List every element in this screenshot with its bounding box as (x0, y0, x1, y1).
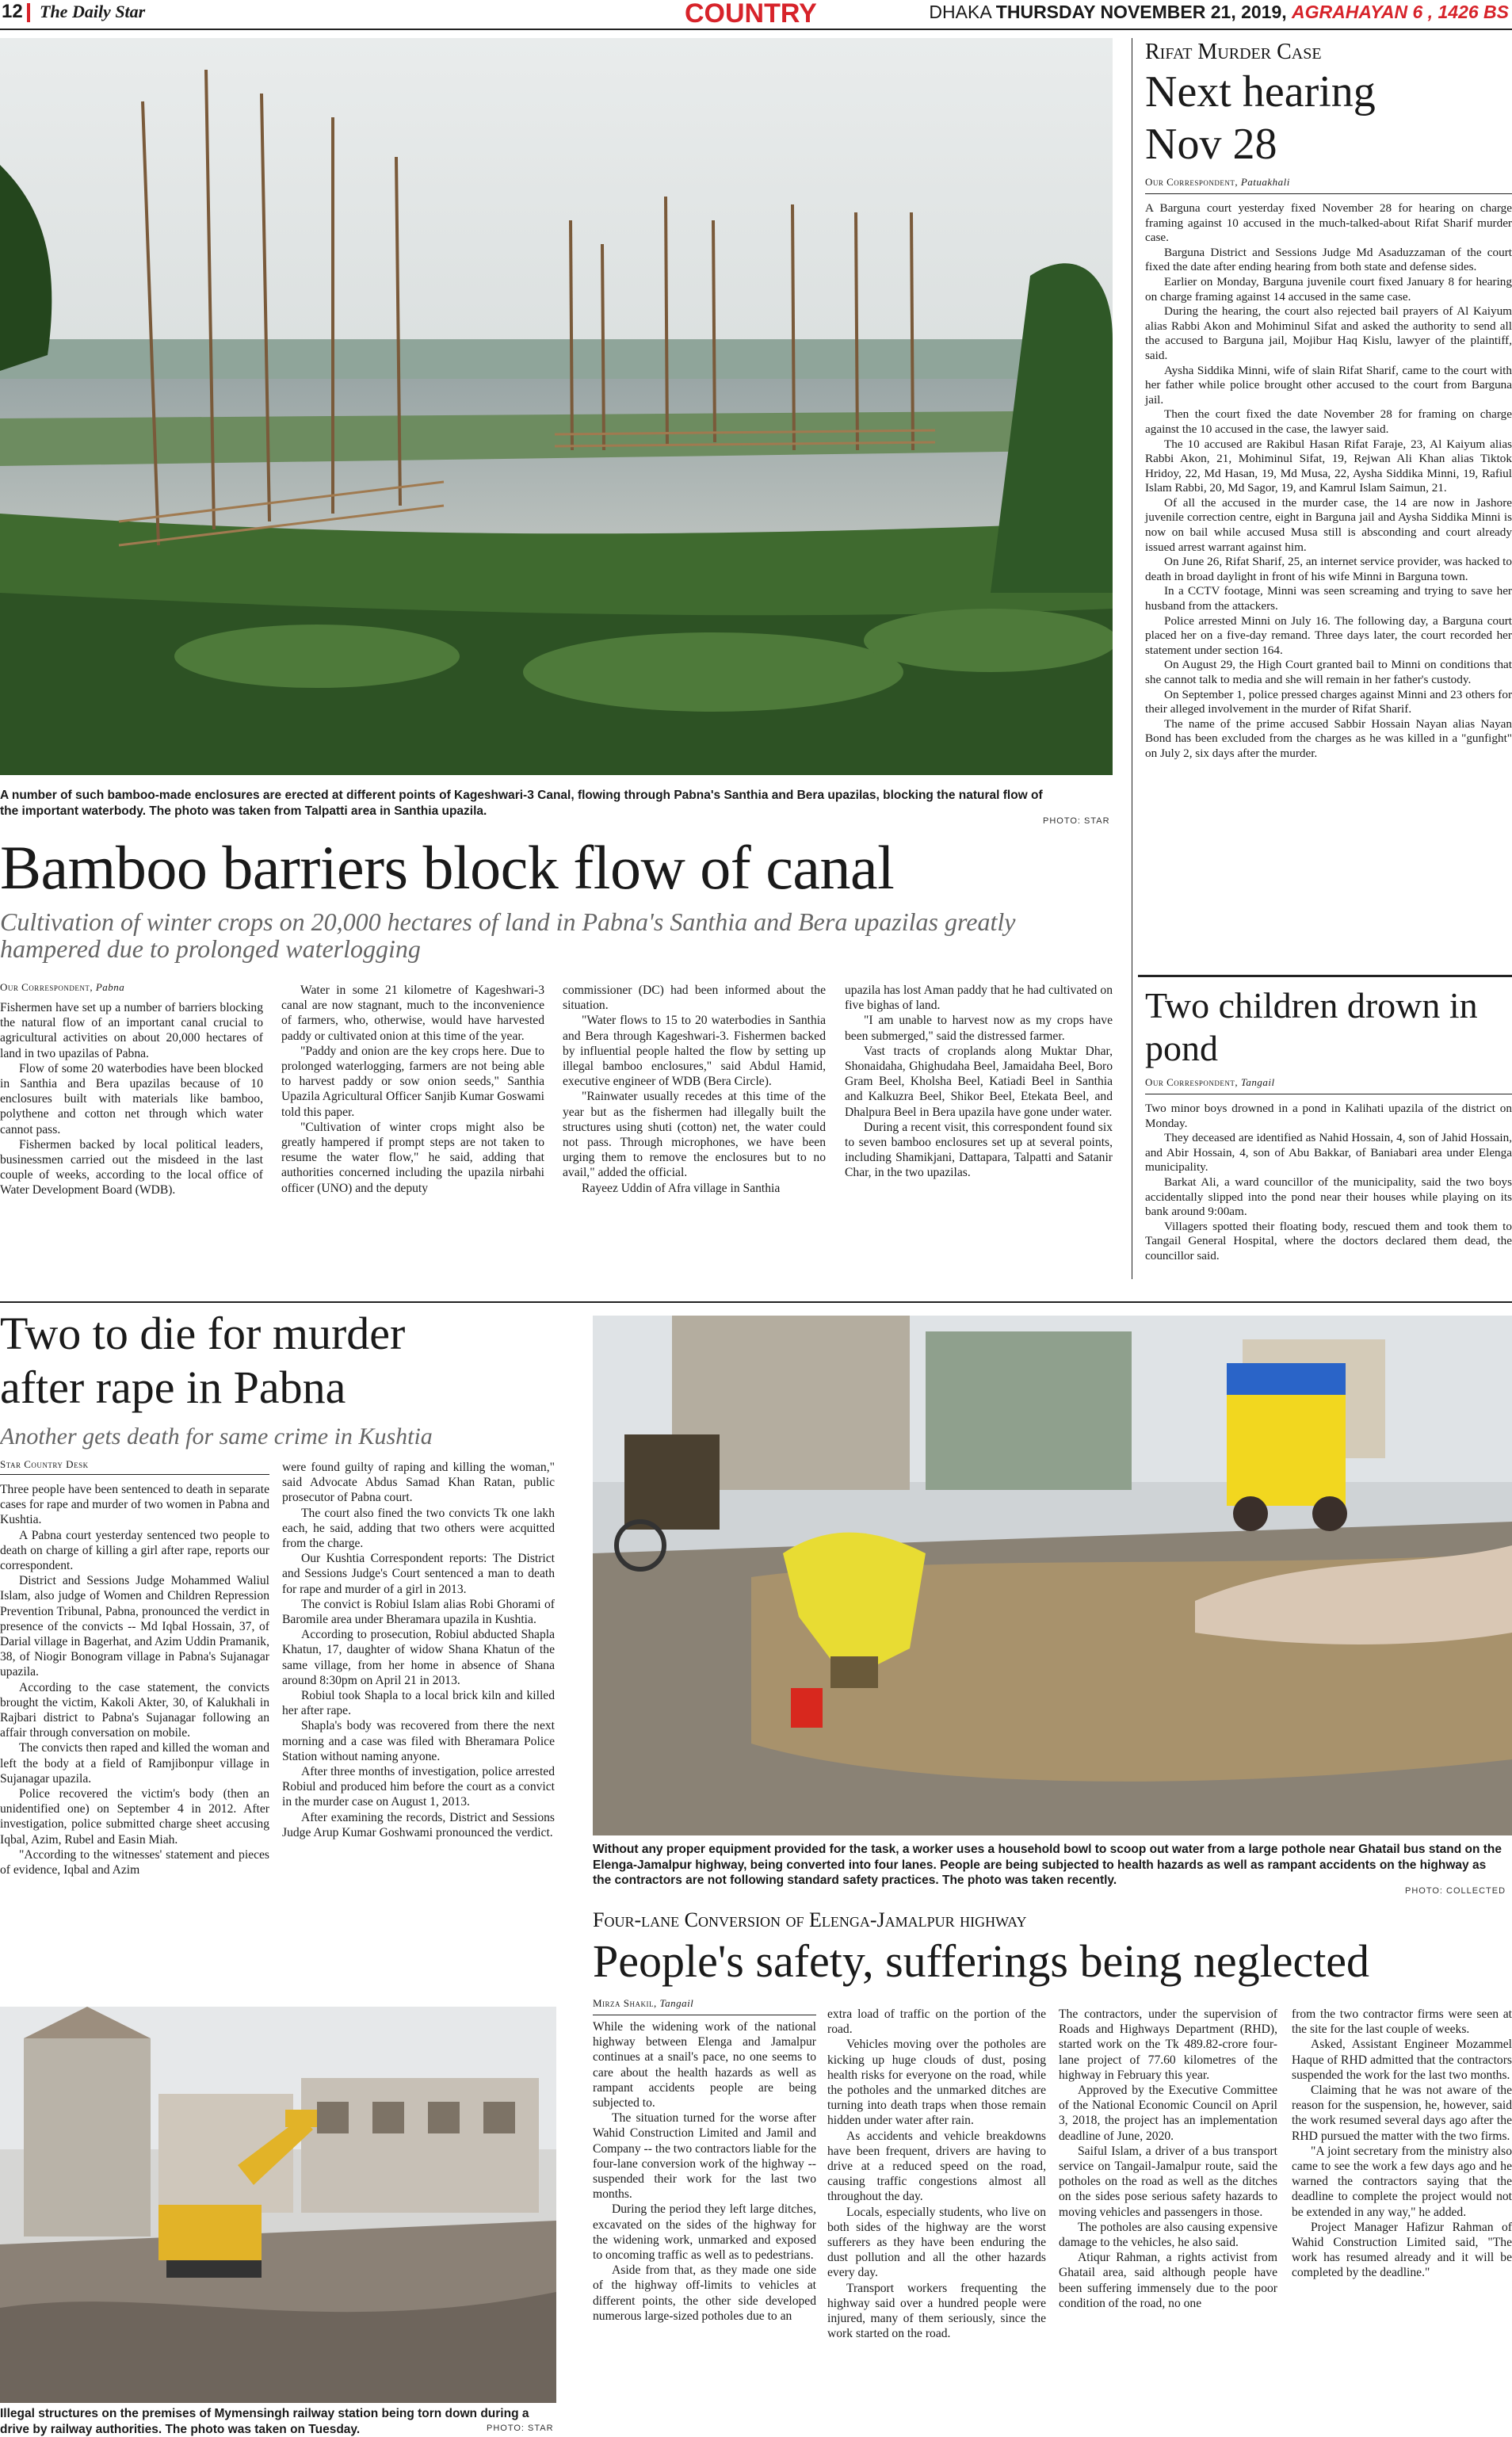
rifat-byline-name: Our Correspondent, (1145, 176, 1239, 188)
paragraph: While the widening work of the national highway between Elenga and Jamalpur continues at a snail's pace, no one seems to care about the health hazards as well as rampant accidents people are being subjected to. (593, 2020, 816, 2110)
paragraph: The convicts then raped and killed the woman and left the body at a field of Ramjibonpur village in Sujanagar upazila. (0, 1741, 269, 1786)
paragraph: "A joint secretary from the ministry also came to see the work a few days ago and he warned the contractors saying that the deadline to complete the project would not be extended in any way," he added. (1292, 2144, 1512, 2219)
highway-column-1 (593, 2019, 816, 2324)
bamboo-subhead: Cultivation of winter crops on 20,000 hectares of land in Pabna's Santhia and Bera upazilas greatly hampered due to prolonged waterlogging (0, 907, 1016, 963)
paragraph: Aysha Siddika Minni, wife of slain Rifat Sharif, came to the court with her father while police brought other accused to the court from Barguna jail. (1145, 363, 1512, 407)
paragraph: Project Manager Hafizur Rahman of Wahid Construction Limited said, "The work has resumed already and it will be completed by the deadline." (1292, 2220, 1512, 2280)
paragraph: Atiqur Rahman, a rights activist from Ghatail area, said although people have been suffering immensely due to the poor condition of the road, no one (1059, 2251, 1277, 2310)
paragraph: extra load of traffic on the portion of the road. (827, 2007, 1046, 2037)
highway-photo-caption: Without any proper equipment provided for the task, a worker uses a household bowl to scoop out water from a large pothole near Ghatail bus stand on the Elenga-Jamalpur highway, being converted into four lanes. People are being subjected to health hazards as well as rampant accidents on the highway as the contractors are not following standard safety practices. The photo was taken recently. (593, 1843, 1502, 1887)
paragraph: Water in some 21 kilometre of Kageshwari-3 canal are now stagnant, much to the inconvenience of farmers, who, otherwise, would have harvested paddy or cultivated onion at this time of the year. (281, 984, 544, 1043)
railway-photo-credit: PHOTO: STAR (487, 2424, 554, 2433)
paragraph: "Rainwater usually recedes at this time of the year but as the fishermen had illegally built the structures using shuti (cotton) net, the water could not pass. Through microphones, we have been urging them to remove the enclosures but to no avail," added the official. (563, 1090, 826, 1180)
paragraph: They deceased are identified as Nahid Hossain, 4, son of Jahid Hossain, and Abir Hossain, 4, son of Abu Bakkar, of Baniabari area under Elenga municipality. (1145, 1131, 1512, 1175)
paragraph: Villagers spotted their floating body, rescued them and took them to Tangail General Hospital, where the doctors declared them dead, the councillor said. (1145, 1219, 1512, 1262)
highway-photo (593, 1316, 1512, 1835)
masthead (0, 0, 1512, 27)
bamboo-byline-place: Pabna (95, 981, 125, 993)
rifat-headline-line2: Nov 28 (1145, 120, 1277, 169)
paragraph: During the period they left large ditches, excavated on the sides of the highway for the widening work, unmarked and exposed to oncoming traffic as well as to pedestrians. (593, 2202, 816, 2263)
paragraph: Vast tracts of croplands along Muktar Dhar, Shonaidaha, Ghighudaha Beel, Jamaidaha Beel, Boro Gram Beel, Kholsha Beel, Katiadi Beel in Santhia and Kalkuzra Beel, Shikor Beel, Etekata Beel, and Dhalpura Beel in Bera upazila have gone under water. (845, 1044, 1113, 1119)
rifat-byline-place: Patuakhali (1240, 176, 1290, 188)
paragraph: Flow of some 20 waterbodies have been blocked in Santhia and Bera upazilas because of 10 enclosures built with materials like bamboo, polythene and cotton net through which water cannot pass. (0, 1061, 263, 1136)
paragraph: Two minor boys drowned in a pond in Kalihati upazila of the district on Monday. (1145, 1102, 1512, 1130)
rape-subhead: Another gets death for same crime in Kushtia (0, 1423, 433, 1450)
paragraph: Saiful Islam, a driver of a bus transport service on Tangail-Jamalpur route, said the potholes on the road as well as the ditches on the sides pose serious safety hazards to moving vehicles and passengers in those. (1059, 2144, 1277, 2219)
paragraph: In a CCTV footage, Minni was seen screaming and trying to save her husband from the attackers. (1145, 584, 1512, 613)
rape-headline-line2: after rape in Pabna (0, 1362, 346, 1413)
paragraph: Three people have been sentenced to death in separate cases for rape and murder of two women in Pabna and Kushtia. (0, 1483, 269, 1527)
children-byline (1145, 1076, 1275, 1089)
children-body (1145, 1102, 1512, 1264)
highway-column-3 (1059, 2007, 1277, 2311)
rifat-byline (1145, 176, 1290, 189)
dateline (929, 2, 1509, 23)
children-byline-name: Our Correspondent, (1145, 1076, 1239, 1088)
paragraph: Rayeez Uddin of Afra village in Santhia (582, 1181, 781, 1195)
bamboo-column-3 (563, 983, 826, 1196)
paragraph: upazila has lost Aman paddy that he had cultivated on five bighas of land. (845, 984, 1113, 1013)
rape-headline-line1: Two to die for murder (0, 1308, 406, 1359)
rape-column-2 (282, 1460, 555, 1840)
paragraph: The name of the prime accused Sabbir Hossain Nayan alias Nayan Bond has been excluded from the charges as he was killed in a "gunfight" on July 2, six days after the murder. (1145, 716, 1512, 760)
paragraph: Approved by the Executive Committee of the National Economic Council on April 3, 2018, the project has an implementation deadline of June, 2020. (1059, 2084, 1277, 2143)
paragraph: Shapla's body was recovered from there the next morning and a case was filed with Bheramara Police Station without naming anyone. (282, 1719, 555, 1763)
bamboo-photo-caption: A number of such bamboo-made enclosures are erected at different points of Kageshwari-3 Canal, flowing through Pabna's Santhia and Bera upazilas, blocking the natural flow of the important waterbody. The photo was taken from Talpatti area in Santhia upazila. (0, 789, 1043, 818)
paragraph: The court also fined the two convicts Tk one lakh each, he said, adding that two others were acquitted from the charge. (282, 1506, 555, 1551)
paragraph: "Paddy and onion are the key crops here. Due to prolonged waterlogging, farmers are not being able to harvest paddy or sow onion seeds," Santhia Upazila Agricultural Officer Sanjib Kumar Goswami told this paper. (281, 1044, 544, 1119)
mid-page-rule (0, 1301, 1512, 1303)
paragraph: According to prosecution, Robiul abducted Shapla Khatun, 17, daughter of widow Shana Khatun of the same village, from her home in absence of Shana around 8:30pm on April 21 in 2013. (282, 1628, 555, 1687)
rifat-body (1145, 201, 1512, 762)
paragraph: District and Sessions Judge Mohammed Waliul Islam, also judge of Women and Children Repression Prevention Tribunal, Pabna, pronounced the verdict in presence of the convicts -- Md Iqbal Hossain, 37, of Darial village in Bagerhat, and Azim Uddin Pramanik, 38, of Niogir Bonogram village in Pabna's Sujanagar upazila. (0, 1574, 269, 1679)
paragraph: The situation turned for the worse after Wahid Construction Limited and Jamil and Company -- the two contractors liable for the four-lane conversion work of the highway -- suspended their work for the last two months. (593, 2111, 816, 2202)
rifat-headline-line1: Next hearing (1145, 67, 1376, 117)
highway-headline: People's safety, sufferings being neglected (593, 1935, 1370, 1987)
masthead-rule (0, 29, 1512, 30)
bamboo-byline (0, 981, 124, 994)
section-title: COUNTRY (685, 0, 817, 29)
rifat-kicker: Rifat Murder Case (1145, 40, 1322, 64)
paragraph: "According to the witnesses' statement and pieces of evidence, Iqbal and Azim (0, 1847, 269, 1877)
paragraph: Police recovered the victim's body (then an unidentified one) on September 4 in 2012. After investigation, police submitted charge sheet accusing Iqbal, Azim, Rubel and Easin Miah. (0, 1787, 269, 1847)
dateline-date: THURSDAY NOVEMBER 21, 2019, (995, 2, 1287, 22)
paragraph: As accidents and vehicle breakdowns have been frequent, drivers are having to drive at a reduced speed on the road, causing traffic congestions almost all throughout the day. (827, 2129, 1046, 2204)
paragraph: The contractors, under the supervision of Roads and Highways Department (RHD), started work on the Tk 489.82-crore four-lane project of 77.60 kilometres of the highway in February this year. (1059, 2007, 1277, 2082)
rape-byline: Star Country Desk (0, 1458, 89, 1470)
rape-byline-rule (0, 1474, 269, 1475)
highway-photo-credit: PHOTO: COLLECTED (1405, 1886, 1506, 1896)
highway-column-4 (1292, 2007, 1512, 2281)
paragraph: Transport workers frequenting the highway said over a hundred people were injured, many of them seriously, since the work started on the road. (827, 2281, 1046, 2341)
paragraph: Aside from that, as they made one side of the highway off-limits to vehicles at different points, the other side developed numerous large-sized potholes due to an (593, 2263, 816, 2323)
highway-kicker: Four-lane Conversion of Elenga-Jamalpur highway (593, 1908, 1027, 1931)
rape-column-1 (0, 1482, 269, 1877)
paragraph: After three months of investigation, police arrested Robiul and produced him before the court as a convict in the murder case on August 1, 2013. (282, 1765, 555, 1809)
railway-photo-caption: Illegal structures on the premises of Mymensingh railway station being torn down during a drive by railway authorities. The photo was taken on Tuesday. (0, 2407, 529, 2436)
paragraph: Then the court fixed the date November 28 for framing on charge against the 10 accused in the case, the lawyer said. (1145, 407, 1512, 436)
paragraph: "Water flows to 15 to 20 waterbodies in Santhia and Bera through Kageshwari-3. Fishermen backed by influential people halted the flow by setting up illegal bamboo enclosures," said Abdul Hamid, executive engineer of WDB (Bera Circle). (563, 1014, 826, 1089)
paragraph: The convict is Robiul Islam alias Robi Ghorami of Baromile area under Bheramara upazila in Kushtia. (282, 1597, 555, 1627)
paragraph: Robiul took Shapla to a local brick kiln and killed her after rape. (282, 1689, 555, 1718)
highway-byline-name: Mirza Shakil, (593, 1997, 657, 2009)
paragraph: During the hearing, the court also rejected bail prayers of Al Kaiyum alias Rabbi Akon and Mohiminul Sifat and asked the authority to send all the accused to Barguna jail, Mojibur Haq Kislu, lawyer of the plaintiff, said. (1145, 304, 1512, 362)
bamboo-column-4 (845, 983, 1113, 1181)
paragraph: On June 26, Rifat Sharif, 25, an internet service provider, was hacked to death in broad daylight in front of his wife Minni in Barguna town. (1145, 555, 1512, 583)
paragraph: According to the case statement, the convicts brought the victim, Kakoli Akter, 30, of Kalukhali in Rajbari district to Pabna's Sujanagar following an affair through conversation on mobile. (0, 1680, 269, 1740)
paragraph: Asked, Assistant Engineer Mozammel Haque of RHD admitted that the contractors suspended the work for the last two months. (1292, 2038, 1512, 2082)
paragraph: The potholes are also causing expensive damage to the vehicles, he also said. (1059, 2220, 1277, 2250)
paragraph: Fishermen backed by local political leaders, businessmen carried out the misdeed in the last couple of weeks, according to the local office of Water Development Board (WDB). (0, 1137, 263, 1197)
children-headline: Two children drown in pond (1145, 985, 1478, 1068)
paragraph: Barguna District and Sessions Judge Md Asaduzzaman of the court fixed the date after ending hearing from both state and defense sides. (1145, 245, 1512, 274)
highway-column-2 (827, 2007, 1046, 2341)
highway-byline-place: Tangail (659, 1997, 694, 2009)
paragraph: Barkat Ali, a ward councillor of the municipality, said the two boys accidentally slipped into the pond near their houses while playing on its bank around 9:00am. (1145, 1175, 1512, 1219)
paragraph: Of all the accused in the murder case, the 14 are now in Jashore juvenile correction centre, eight in Barguna jail and Aysha Siddika Minni is now on bail while accused Musa still is absconding and court already issued arrest warrant against him. (1145, 495, 1512, 554)
highway-byline (593, 1997, 693, 2010)
children-top-rule (1138, 975, 1512, 977)
paper-name: The Daily Star (40, 2, 146, 21)
paragraph: After examining the records, District and Sessions Judge Arup Kumar Goshwami pronounced the verdict. (282, 1810, 555, 1839)
paragraph: A Pabna court yesterday sentenced two people to death on charge of killing a girl after rape, reports our correspondent. (0, 1528, 269, 1573)
paragraph: "I am unable to harvest now as my crops have been submerged," said the distressed farmer. (845, 1014, 1113, 1043)
paragraph: from the two contractor firms were seen at the site for the last couple of weeks. (1292, 2007, 1512, 2037)
paragraph: On August 29, the High Court granted bail to Minni on conditions that she cannot talk to media and she will remain in her father's custody. (1145, 658, 1512, 686)
bamboo-headline: Bamboo barriers block flow of canal (0, 833, 895, 902)
children-byline-place: Tangail (1240, 1076, 1275, 1088)
paragraph: On September 1, police pressed charges against Minni and 23 others for their alleged involvement in the murder of Rifat Sharif. (1145, 687, 1512, 716)
paragraph: Police arrested Minni on July 16. The following day, a Barguna court placed her on a five-day remand. Three days later, the court recorded her statement under section 164. (1145, 613, 1512, 657)
paragraph: Locals, especially students, who live on both sides of the highway are the worst sufferers as they have been enduring the dust pollution and all the other hazards every day. (827, 2205, 1046, 2280)
paragraph: "Cultivation of winter crops might also be greatly hampered if prompt steps are not taken to resume the water flow," he said, adding that authorities concerned including the upazila nirbahi officer (UNO) and the deputy (281, 1120, 544, 1195)
bamboo-column-1 (0, 1000, 263, 1198)
paragraph: Earlier on Monday, Barguna juvenile court fixed January 8 for hearing on charge framing against 14 accused in the same case. (1145, 274, 1512, 304)
paragraph: A Barguna court yesterday fixed November 28 for hearing on charge framing against 10 accused in the much-talked-about Rifat Sharif murder case. (1145, 201, 1512, 245)
dateline-city: DHAKA (929, 2, 991, 22)
paragraph: The 10 accused are Rakibul Hasan Rifat Faraje, 23, Al Kaiyum alias Rabbi Akon, 21, Mohiminul Sifat, 19, Rejwan Ali Khan alias Tiktok Hridoy, 22, Md Hasan, 19, Md Musa, 22, Aysha Siddika Minni, 19, Rafiul Islam Rabbi, 20, Md Sagor, 19, and Kamrul Islam Saimun, 21. (1145, 437, 1512, 495)
dateline-bangla: AGRAHAYAN 6 , 1426 BS (1292, 2, 1509, 22)
page-number-bar (27, 3, 30, 22)
paragraph: During a recent visit, this correspondent found six to seven bamboo enclosures set up at several points, including Shamikjani, Dattapara, Talpatti and Satanir Char, in the two upazilas. (845, 1120, 1113, 1180)
bamboo-photo-credit: PHOTO: STAR (1043, 816, 1110, 826)
paragraph: Vehicles moving over the potholes are kicking up huge clouds of dust, posing health risks for everyone on the road, while the potholes and the unmarked ditches are turning into death traps when those remain hidden under water after rain. (827, 2038, 1046, 2128)
paragraph: were found guilty of raping and killing the woman," said Advocate Abdus Samad Khan Ratan, public prosecutor of Pabna court. (282, 1461, 555, 1505)
paragraph: Our Kushtia Correspondent reports: The District and Sessions Judge's Court sentenced a man to death for rape and murder of a girl in 2013. (282, 1552, 555, 1596)
bamboo-byline-name: Our Correspondent, (0, 981, 94, 993)
bamboo-photo (0, 38, 1113, 775)
paragraph: Claiming that he was not aware of the reason for the suspension, he, however, said the work resumed several days ago after the RHD pursued the matter with the two firms. (1292, 2084, 1512, 2143)
bamboo-column-2 (281, 983, 544, 1196)
paragraph: Fishermen have set up a number of barriers blocking the natural flow of an important canal crucial to agricultural activities on about 20,000 hectares of land in two upazilas of Pabna. (0, 1001, 263, 1060)
paragraph: commissioner (DC) had been informed about the situation. (563, 984, 826, 1013)
rifat-byline-rule (1145, 193, 1512, 194)
page-number: 12 (2, 1, 23, 22)
railway-photo (0, 2007, 556, 2403)
